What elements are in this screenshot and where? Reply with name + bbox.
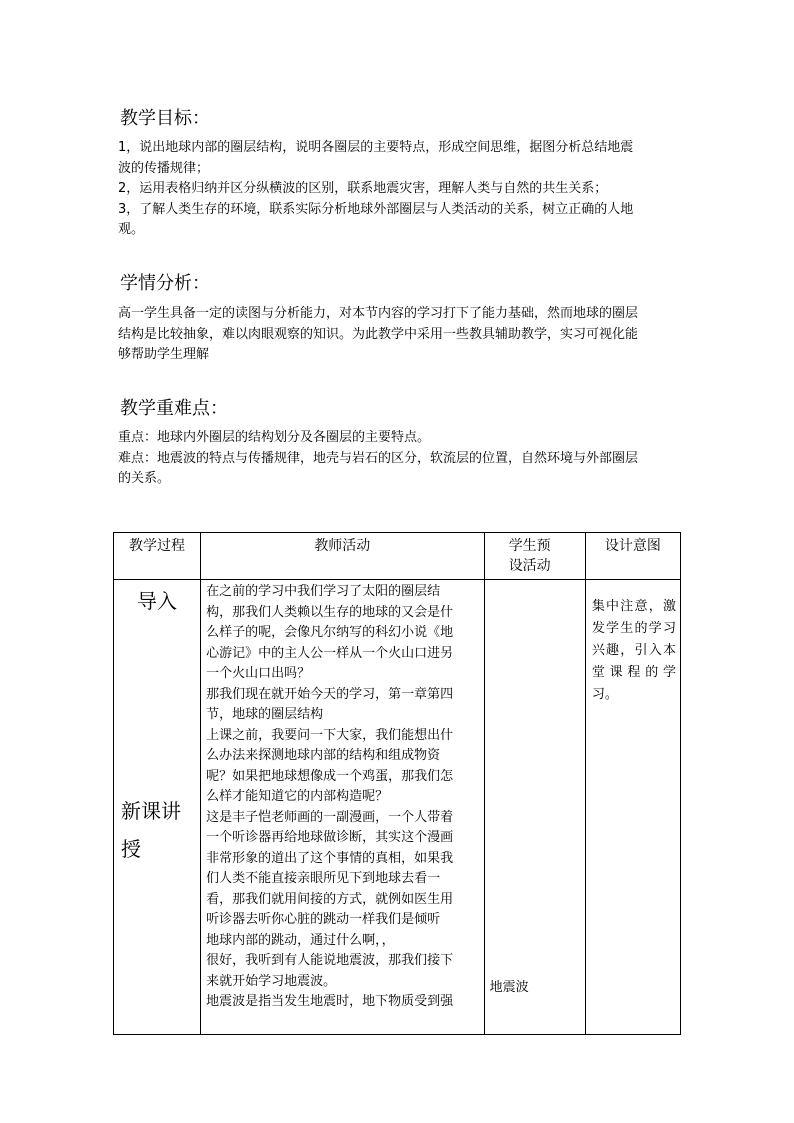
teacher-line: 很好，我听到有人能说地震波，那我们接下 <box>206 953 454 968</box>
objectives-heading: 教学目标： <box>120 108 210 129</box>
teacher-line: 一个听诊器再给地球做诊断，其实这个漫画 <box>206 830 454 845</box>
table-row <box>114 580 681 1035</box>
teacher-line: 么样才能知道它的内部构造呢？ <box>206 789 389 804</box>
teacher-line: 听诊器去听你心脏的跳动一样我们是倾听 <box>206 912 441 927</box>
teacher-line: 那我们现在就开始今天的学习，第一章第四 <box>206 686 454 702</box>
key-point-line: 的关系。 <box>118 471 171 486</box>
teacher-line: 呢？如果把地球想像成一个鸡蛋，那我们怎 <box>206 768 454 784</box>
header-process: 教学过程 <box>114 533 201 580</box>
header-intent: 设计意图 <box>585 533 680 580</box>
teacher-line: 这是丰子恺老师画的一副漫画，一个人带着 <box>206 809 454 825</box>
teacher-line: 看，那我们就用间接的方式，就例如医生用 <box>206 891 454 907</box>
objectives-text <box>118 138 690 241</box>
teacher-line: 么样子的呢，会像凡尔纳写的科幻小说《地 <box>206 625 454 640</box>
design-intent-cell: 集中注意，激发学生的学习兴趣，引入本堂课程的学习。 <box>585 580 680 1035</box>
stage-new-lesson: 新课讲授 <box>121 799 181 861</box>
key-point-line: 难点：地震波的特点与传播规律，地壳与岩石的区分，软流层的位置，自然环境与外部圈层 <box>118 450 639 466</box>
objectives-line: 波的传播规律； <box>118 160 210 176</box>
analysis-line: 结构是比较抽象，难以肉眼观察的知识。为此教学中采用一些教具辅助教学，实习可视化能 <box>118 326 639 342</box>
teacher-line: 地球内部的跳动，通过什么啊，， <box>206 932 395 948</box>
header-student <box>484 533 585 580</box>
teacher-line: 一个火山口出吗？ <box>206 666 311 681</box>
stage-intro: 导入 <box>137 589 177 613</box>
key-points-text <box>118 428 690 490</box>
header-student-text: 学生预设活动 <box>508 538 551 574</box>
teacher-line: 构，那我们人类赖以生存的地球的又会是什 <box>206 604 454 620</box>
teacher-line: 非常形象的道出了这个事情的真相，如果我 <box>206 850 454 866</box>
objectives-line: 3，了解人类生存的环境，联系实际分析地球外部圈层与人类活动的关系，树立正确的人地 <box>118 201 634 217</box>
teacher-line: 来就开始学习地震波。 <box>206 973 337 989</box>
objectives-line: 观。 <box>118 222 145 237</box>
lesson-plan-table <box>113 532 681 1035</box>
teacher-line: 们人类不能直接亲眼所见下到地球去看一 <box>206 871 441 886</box>
teacher-line: 么办法来探测地球内部的结构和组成物资 <box>206 748 441 763</box>
objectives-line: 1，说出地球内部的圈层结构，说明各圈层的主要特点，形成空间思维，据图分析总结地震 <box>118 140 634 155</box>
header-teacher: 教师活动 <box>201 533 485 580</box>
stage-cell <box>114 580 201 1035</box>
teacher-line: 心游记》中的主人公一样从一个火山口进另 <box>206 645 454 661</box>
analysis-line: 够帮助学生理解 <box>118 347 210 362</box>
table-header-row <box>114 533 681 580</box>
key-points-heading: 教学重难点： <box>120 398 228 419</box>
teacher-line: 在之前的学习中我们学习了太阳的圈层结 <box>206 584 441 599</box>
analysis-heading: 学情分析： <box>120 273 210 294</box>
teacher-line: 上课之前，我要问一下大家，我们能想出什 <box>206 727 454 743</box>
analysis-line: 高一学生具备一定的读图与分析能力，对本节内容的学习打下了能力基础，然而地球的圈层 <box>118 306 639 321</box>
key-point-line: 重点：地球内外圈层的结构划分及各圈层的主要特点。 <box>118 430 431 445</box>
analysis-text <box>118 304 690 366</box>
student-activity-cell <box>484 580 585 1035</box>
teacher-activity-cell <box>201 580 485 1035</box>
teacher-line: 节，地球的圈层结构 <box>206 707 324 722</box>
objectives-line: 2，运用表格归纳并区分纵横波的区别，联系地震灾害，理解人类与自然的共生关系； <box>118 181 608 196</box>
student-activity-text: 地震波 <box>489 980 529 995</box>
teacher-line: 地震波是指当发生地震时，地下物质受到强 <box>206 994 454 1009</box>
